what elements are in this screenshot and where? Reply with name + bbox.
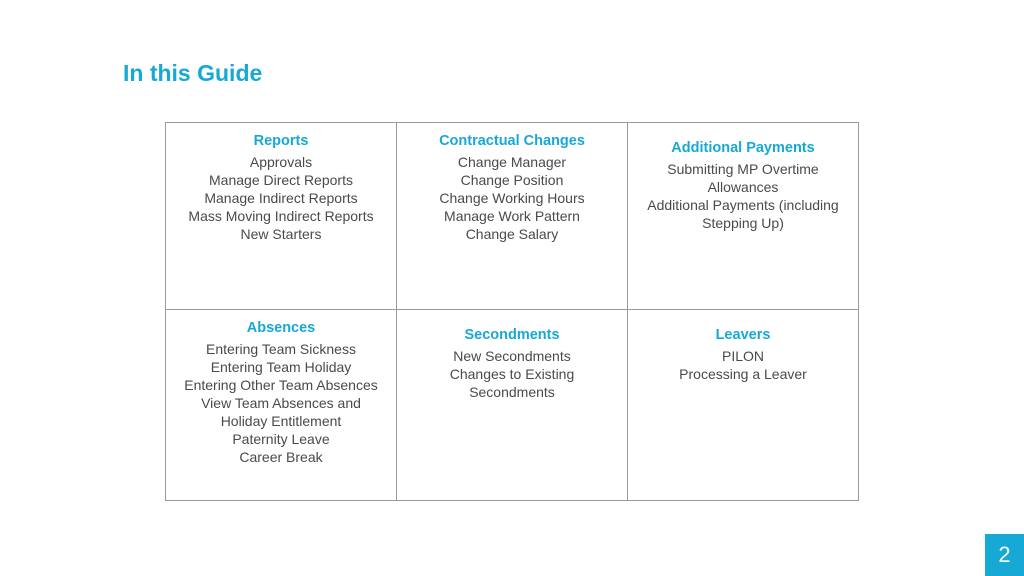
page-title: In this Guide [123,60,263,86]
list-item[interactable]: New Starters [240,226,322,242]
list-item[interactable]: New Secondments [453,348,571,364]
list-item[interactable]: Career Break [239,449,323,465]
list-item[interactable]: Change Salary [465,226,559,242]
section-additional-payments [628,123,859,310]
list-item[interactable]: Change Position [460,172,564,188]
section-leavers [628,310,859,501]
section-secondments [397,310,628,501]
list-item[interactable]: Change Manager [457,154,567,170]
section-items-additional-payments [628,160,858,232]
section-contractual-changes [397,123,628,310]
section-reports [166,123,397,310]
section-heading-absences[interactable]: Absences [246,320,316,336]
section-heading-reports[interactable]: Reports [253,133,309,149]
list-item[interactable]: Paternity Leave [232,431,330,447]
guide-contents-table [165,122,859,501]
list-item[interactable]: Manage Indirect Reports [204,190,358,206]
section-heading-contractual-changes[interactable]: Contractual Changes [439,133,585,149]
list-item[interactable]: Entering Team Holiday [210,359,352,375]
list-item[interactable]: Approvals [249,154,313,170]
section-items-leavers [628,347,858,383]
section-items-absences [166,340,396,466]
section-heading-secondments[interactable]: Secondments [464,327,560,343]
list-item[interactable]: PILON [721,348,764,364]
section-heading-leavers[interactable]: Leavers [715,327,771,343]
section-items-contractual-changes [397,153,627,243]
section-absences [166,310,397,501]
section-heading-additional-payments[interactable]: Additional Payments [671,140,815,156]
page-number-badge: 2 [985,534,1024,576]
section-items-reports [166,153,396,243]
list-item[interactable]: Change Working Hours [439,190,585,206]
list-item[interactable]: Entering Other Team Absences [184,377,378,393]
list-item[interactable]: Entering Team Sickness [206,341,356,357]
list-item[interactable]: Submitting MP Overtime Allowances [667,161,819,195]
list-item[interactable]: Additional Payments (including Stepping Up) [647,197,839,231]
list-item[interactable]: Processing a Leaver [679,366,807,382]
section-items-secondments [397,347,627,401]
list-item[interactable]: Manage Work Pattern [444,208,580,224]
list-item[interactable]: Changes to Existing Secondments [449,366,575,400]
list-item[interactable]: Manage Direct Reports [209,172,353,188]
list-item[interactable]: Mass Moving Indirect Reports [188,208,374,224]
list-item[interactable]: View Team Absences and Holiday Entitlement [201,395,361,429]
